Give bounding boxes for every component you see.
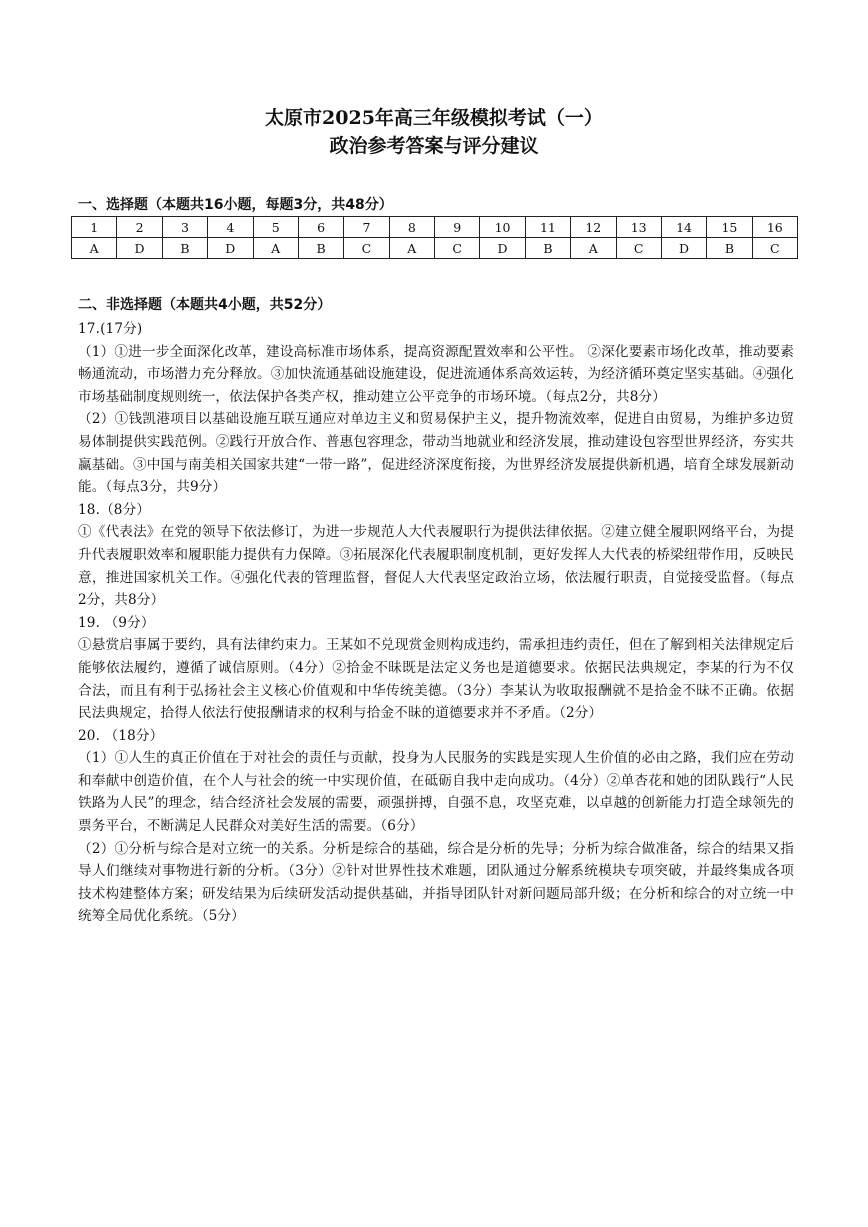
- question-19-header: 19. （9分）: [78, 614, 155, 631]
- question-number: 5: [253, 217, 298, 238]
- section2-heading: 二、非选择题（本题共4小题，共52分）: [78, 297, 332, 313]
- question-18-answer: ①《代表法》在党的领导下依法修订，为进一步规范人大代表履职行为提供法律依据。②建立健全履职网络平台，为提升代表履职效率和履职能力提供有力保障。③拓展深化代表履职制度机制，更好发挥人大代表的桥梁纽带作用，反映民意，推进国家机关工作。④强化代表的管理监督，督促人大代表坚定政治立场，依法履行职责，自觉接受监督。（每点2分，共8分）: [78, 524, 794, 609]
- section2-body: [78, 318, 794, 928]
- question-17-part1-answer: （1）①进一步全面深化改革，建设高标准市场体系，提高资源配置效率和公平性。 ②深化要素市场化改革，推动要素畅通流动，市场潜力充分释放。③加快流通基础设施建设，促进流通体系高效运转，为经济循环奠定坚实基础。④强化市场基础制度规则统一，依法保护各类产权，推动建立公平竞争的市场环境。（每点2分，共8分）: [78, 343, 794, 405]
- question-number: 3: [162, 217, 207, 238]
- question-20-header: 20. （18分）: [78, 727, 164, 744]
- answer-cell: C: [344, 238, 389, 259]
- question-number: 2: [117, 217, 162, 238]
- question-19-answer: ①悬赏启事属于要约，具有法律约束力。王某如不兑现赏金则构成违约，需承担违约责任，但在了解到相关法律规定后能够依法履约，遵循了诚信原则。（4分）②拾金不昧既是法定义务也是道德要求。依据民法典规定，李某的行为不仅合法，而且有利于弘扬社会主义核心价值观和中华传统美德。（3分）李某认为收取报酬就不是拾金不昧不正确。依据民法典规定，拾得人依法行使报酬请求的权利与拾金不昧的道德要求并不矛盾。（2分）: [78, 637, 794, 722]
- question-20-part1-answer: （1）①人生的真正价值在于对社会的责任与贡献，投身为人民服务的实践是实现人生价值的必由之路，我们应在劳动和奉献中创造价值，在个人与社会的统一中实现价值，在砥砺自我中走向成功。（4分）②单杏花和她的团队践行“人民铁路为人民”的理念，结合经济社会发展的需要，顽强拼搏，自强不息，攻坚克难，以卓越的创新能力打造全球领先的票务平台，不断满足人民群众对美好生活的需要。（6分）: [78, 750, 794, 835]
- question-number: 4: [208, 217, 253, 238]
- question-17-part2-answer: （2）①钱凯港项目以基础设施互联互通应对单边主义和贸易保护主义，提升物流效率，促进自由贸易，为维护多边贸易体制提供实践范例。②践行开放合作、普惠包容理念，带动当地就业和经济发展，推动建设包容型世界经济，夯实共赢基础。③中国与南美相关国家共建“一带一路”，促进经济深度衔接，为世界经济发展提供新机遇，培育全球发展新动能。（每点3分，共9分）: [78, 411, 794, 496]
- question-17-header: 17.(17分): [78, 321, 143, 337]
- answer-cell: C: [435, 238, 480, 259]
- answer-row: [72, 238, 798, 259]
- answer-cell: A: [571, 238, 616, 259]
- question-20-part2-answer: （2）①分析与综合是对立统一的关系。分析是综合的基础，综合是分析的先导；分析为综合做准备，综合的结果又指导人们继续对事物进行新的分析。（3分）②针对世界性技术难题，团队通过分解系统模块专项突破，并最终集成各项技术构建整体方案；研发结果为后续研发活动提供基础，并指导团队针对新问题局部升级；在分析和综合的对立统一中统筹全局优化系统。（5分）: [78, 840, 794, 925]
- question-number: 16: [752, 217, 797, 238]
- question-number: 7: [344, 217, 389, 238]
- question-number: 10: [480, 217, 525, 238]
- question-number-row: [72, 217, 798, 238]
- question-number: 6: [298, 217, 343, 238]
- answer-cell: C: [752, 238, 797, 259]
- answer-cell: B: [298, 238, 343, 259]
- question-number: 8: [389, 217, 434, 238]
- question-number: 14: [661, 217, 706, 238]
- exam-title: 太原市2025年高三年级模拟考试（一）: [265, 107, 603, 129]
- answer-cell: D: [661, 238, 706, 259]
- answer-cell: D: [480, 238, 525, 259]
- answer-cell: B: [707, 238, 752, 259]
- answer-cell: C: [616, 238, 661, 259]
- answer-cell: D: [117, 238, 162, 259]
- question-number: 13: [616, 217, 661, 238]
- question-number: 15: [707, 217, 752, 238]
- answer-cell: A: [389, 238, 434, 259]
- question-number: 9: [435, 217, 480, 238]
- answer-cell: A: [72, 238, 117, 259]
- answer-cell: D: [208, 238, 253, 259]
- answer-cell: B: [162, 238, 207, 259]
- answer-key-table: [71, 216, 798, 259]
- question-number: 12: [571, 217, 616, 238]
- question-number: 1: [72, 217, 117, 238]
- question-number: 11: [525, 217, 570, 238]
- section1-heading: 一、选择题（本题共16小题，每题3分，共48分）: [78, 197, 393, 213]
- question-18-header: 18.（8分）: [78, 501, 151, 518]
- answer-cell: A: [253, 238, 298, 259]
- answer-cell: B: [525, 238, 570, 259]
- exam-subtitle: 政治参考答案与评分建议: [329, 135, 539, 157]
